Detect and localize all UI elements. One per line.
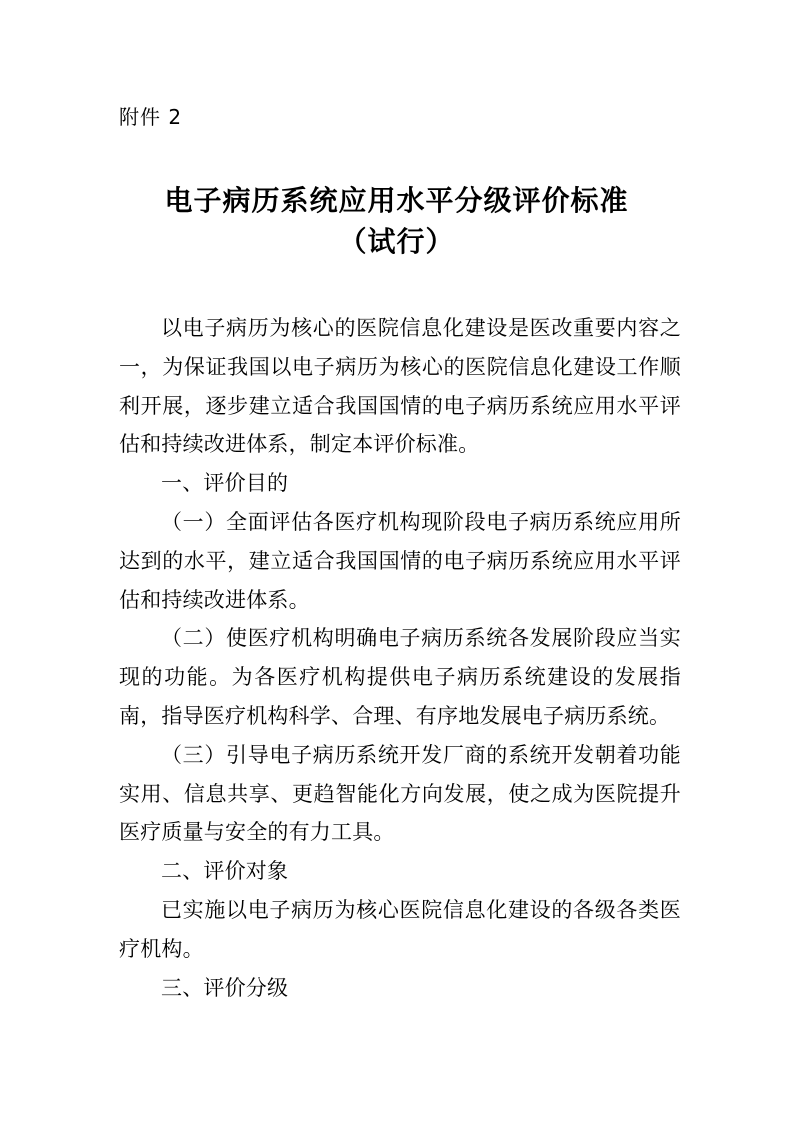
target-paragraph: 已实施以电子病历为核心医院信息化建设的各级各类医疗机构。 [119,897,681,961]
purpose-item-2: （二）使医疗机构明确电子病历系统各发展阶段应当实现的功能。为各医疗机构提供电子病历系统建设的发展指南，指导医疗机构科学、合理、有序地发展电子病历系统。 [119,626,681,728]
intro-paragraph: 以电子病历为核心的医院信息化建设是医改重要内容之一，为保证我国以电子病历为核心的医院信息化建设工作顺利开展，逐步建立适合我国国情的电子病历系统应用水平评估和持续改进体系，制定本评价标准。 [119,316,681,457]
document-title: 电子病历系统应用水平分级评价标准 [164,184,629,217]
attachment-label: 附件 2 [119,105,183,129]
section-heading-purpose: 一、评价目的 [161,471,289,496]
document-body [119,309,681,1007]
purpose-item-3: （三）引导电子病历系统开发厂商的系统开发朝着功能实用、信息共享、更趋智能化方向发展，使之成为医院提升医疗质量与安全的有力工具。 [119,742,681,845]
section-heading-target: 二、评价对象 [161,859,289,884]
purpose-item-1: （一）全面评估各医疗机构现阶段电子病历系统应用所达到的水平，建立适合我国国情的电子病历系统应用水平评估和持续改进体系。 [119,509,681,612]
document-subtitle: （试行） [338,225,455,258]
section-heading-grading: 三、评价分级 [161,975,289,1000]
